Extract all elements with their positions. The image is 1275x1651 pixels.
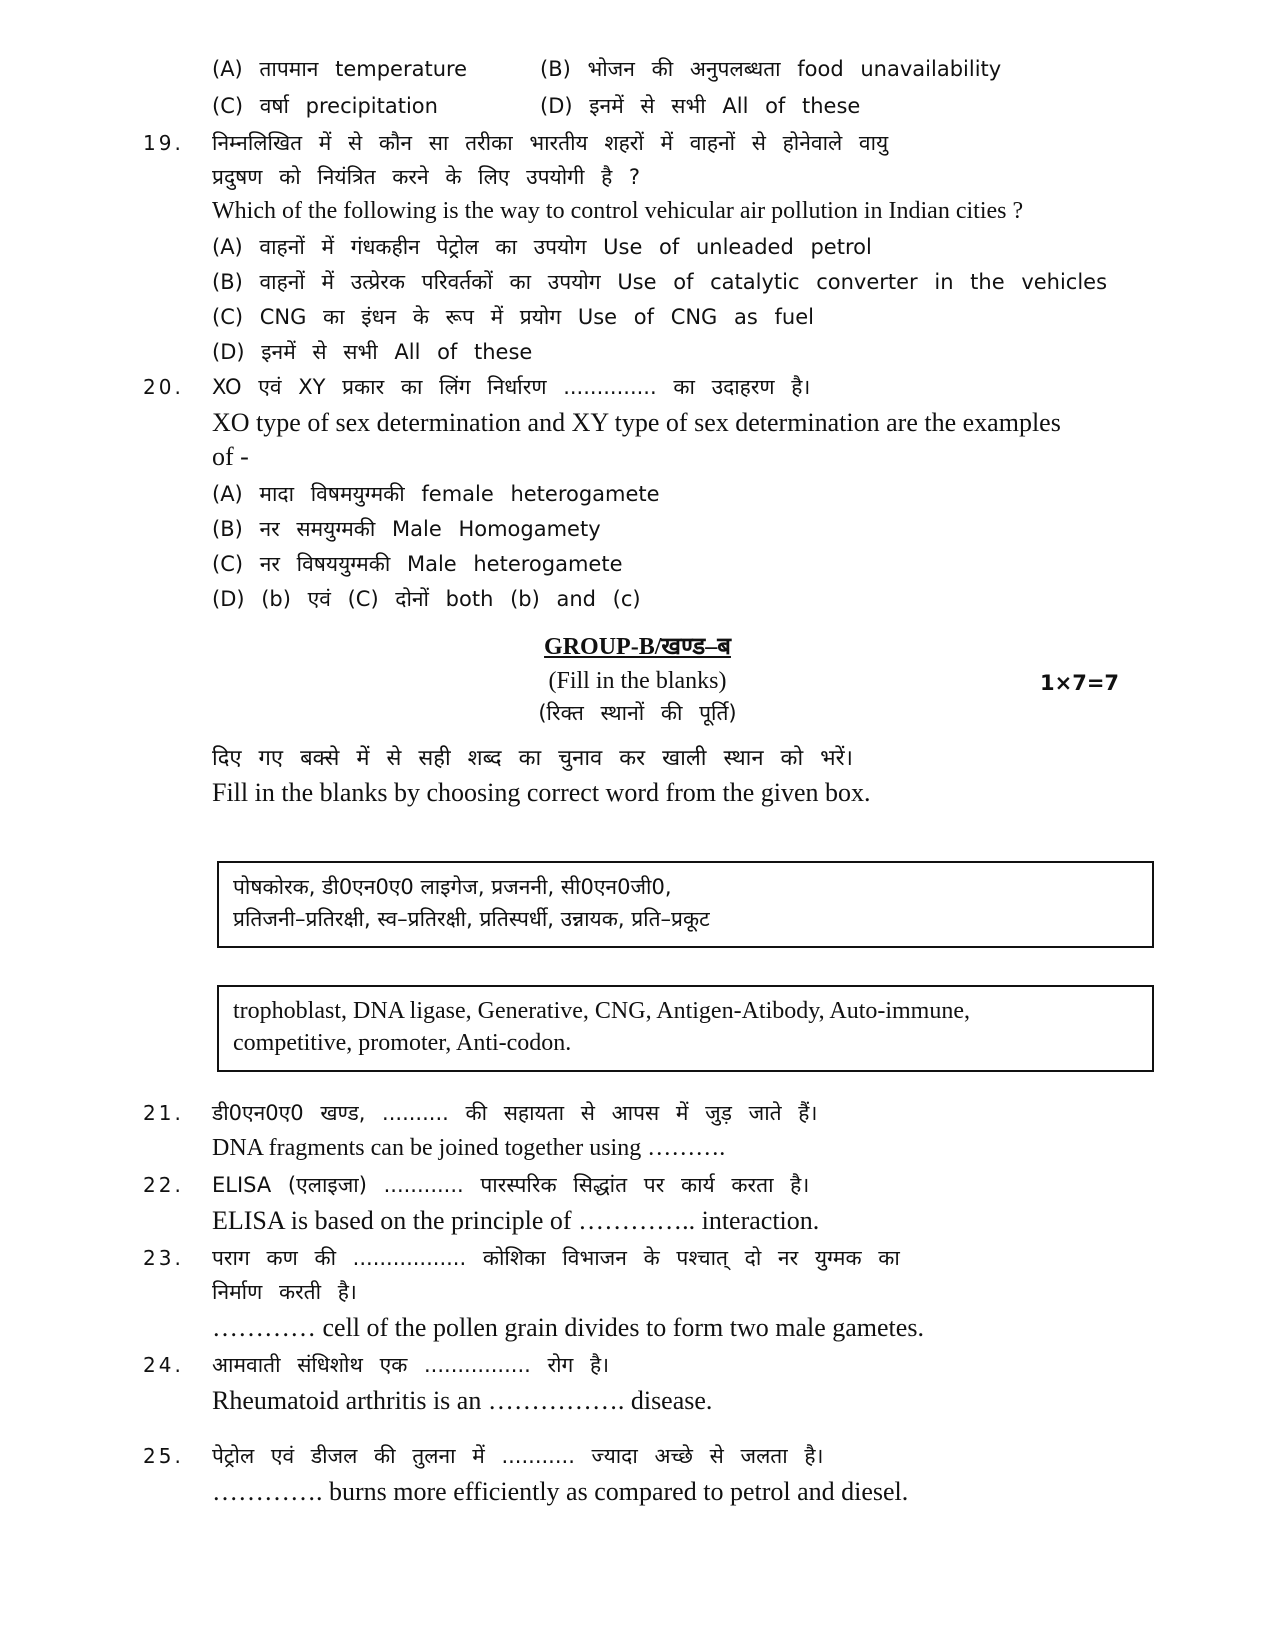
q19-option-b: (B) वाहनों में उत्प्रेरक परिवर्तकों का उपयोग Use of catalytic converter in the vehicles: [212, 270, 1108, 294]
q19-option-a: (A) वाहनों में गंधकहीन पेट्रोल का उपयोग Use of unleaded petrol: [212, 235, 872, 259]
group-b-marks: 1×7=7: [1040, 671, 1120, 695]
q19-option-c: (C) CNG का इंधन के रूप में प्रयोग Use of CNG as fuel: [212, 305, 814, 329]
word-box-english: [217, 985, 1154, 1072]
q24-hindi: आमवाती संधिशोथ एक ................ रोग है।: [212, 1353, 610, 1377]
q23-number: 23.: [143, 1246, 184, 1270]
instruction-english: Fill in the blanks by choosing correct word from the given box.: [212, 778, 871, 807]
q20-number: 20.: [143, 375, 184, 399]
q21-number: 21.: [143, 1101, 184, 1125]
q18-option-b: (B) भोजन की अनुपलब्धता food unavailability: [540, 57, 1002, 81]
q19-number: 19.: [143, 131, 184, 155]
q20-option-d: (D) (b) एवं (C) दोनों both (b) and (c): [212, 587, 641, 611]
q23-hindi-line1: पराग कण की ................. कोशिका विभाजन के पश्चात् दो नर युग्मक का: [212, 1246, 900, 1270]
q19-english: Which of the following is the way to control vehicular air pollution in Indian cities ?: [212, 198, 1024, 224]
q21-hindi: डी0एन0ए0 खण्ड, .......... की सहायता से आपस में जुड़ जाते हैं।: [212, 1101, 818, 1125]
word-box-hindi-line2: प्रतिजनी–प्रतिरक्षी, स्व–प्रतिरक्षी, प्रतिस्पर्धी, उन्नायक, प्रति–प्रकूट: [233, 907, 710, 931]
q25-number: 25.: [143, 1444, 184, 1468]
q23-english: ………… cell of the pollen grain divides to form two male gametes.: [212, 1313, 924, 1342]
instruction-hindi: दिए गए बक्से में से सही शब्द का चुनाव कर खाली स्थान को भरें।: [212, 746, 853, 771]
q18-option-c: (C) वर्षा precipitation: [212, 94, 438, 118]
q19-option-d: (D) इनमें से सभी All of these: [212, 340, 533, 364]
group-b-subtitle-hi: (रिक्त स्थानों की पूर्ति): [538, 701, 737, 725]
q22-english: ELISA is based on the principle of ………….. interaction.: [212, 1206, 820, 1235]
q18-option-a: (A) तापमान temperature: [212, 57, 468, 81]
group-b-title: GROUP-B/खण्ड–ब: [544, 634, 731, 660]
q20-hindi: XO एवं XY प्रकार का लिंग निर्धारण .............. का उदाहरण है।: [212, 375, 811, 399]
q24-number: 24.: [143, 1353, 184, 1377]
q24-english: Rheumatoid arthritis is an ……………. disease.: [212, 1386, 713, 1415]
q19-hindi-line2: प्रदुषण को नियंत्रित करने के लिए उपयोगी है ?: [212, 165, 641, 189]
q20-option-c: (C) नर विषययुग्मकी Male heterogamete: [212, 552, 623, 576]
q25-english: …………. burns more efficiently as compared to petrol and diesel.: [212, 1477, 909, 1506]
q19-hindi-line1: निम्नलिखित में से कौन सा तरीका भारतीय शहरों में वाहनों से होनेवाले वायु: [212, 131, 889, 155]
q22-number: 22.: [143, 1173, 184, 1197]
q25-hindi: पेट्रोल एवं डीजल की तुलना में ........... ज्यादा अच्छे से जलता है।: [212, 1444, 824, 1468]
word-box-english-line2: competitive, promoter, Anti-codon.: [233, 1030, 572, 1056]
q22-hindi: ELISA (एलाइजा) ............ पारस्परिक सिद्धांत पर कार्य करता है।: [212, 1173, 810, 1197]
q20-english-line2: of -: [212, 442, 249, 471]
q20-option-b: (B) नर समयुग्मकी Male Homogamety: [212, 517, 601, 541]
q21-english: DNA fragments can be joined together using ……….: [212, 1135, 726, 1161]
q20-english-line1: XO type of sex determination and XY type of sex determination are the examples: [212, 408, 1061, 437]
q18-option-d: (D) इनमें से सभी All of these: [540, 94, 861, 118]
group-b-subtitle-en: (Fill in the blanks): [548, 668, 727, 694]
word-box-english-line1: trophoblast, DNA ligase, Generative, CNG, Antigen-Atibody, Auto-immune,: [233, 998, 971, 1024]
q23-hindi-line2: निर्माण करती है।: [212, 1280, 357, 1304]
word-box-hindi: [217, 861, 1154, 948]
q20-option-a: (A) मादा विषमयुग्मकी female heterogamete: [212, 482, 660, 506]
word-box-hindi-line1: पोषकोरक, डी0एन0ए0 लाइगेज, प्रजननी, सी0एन0जी0,: [233, 875, 672, 899]
